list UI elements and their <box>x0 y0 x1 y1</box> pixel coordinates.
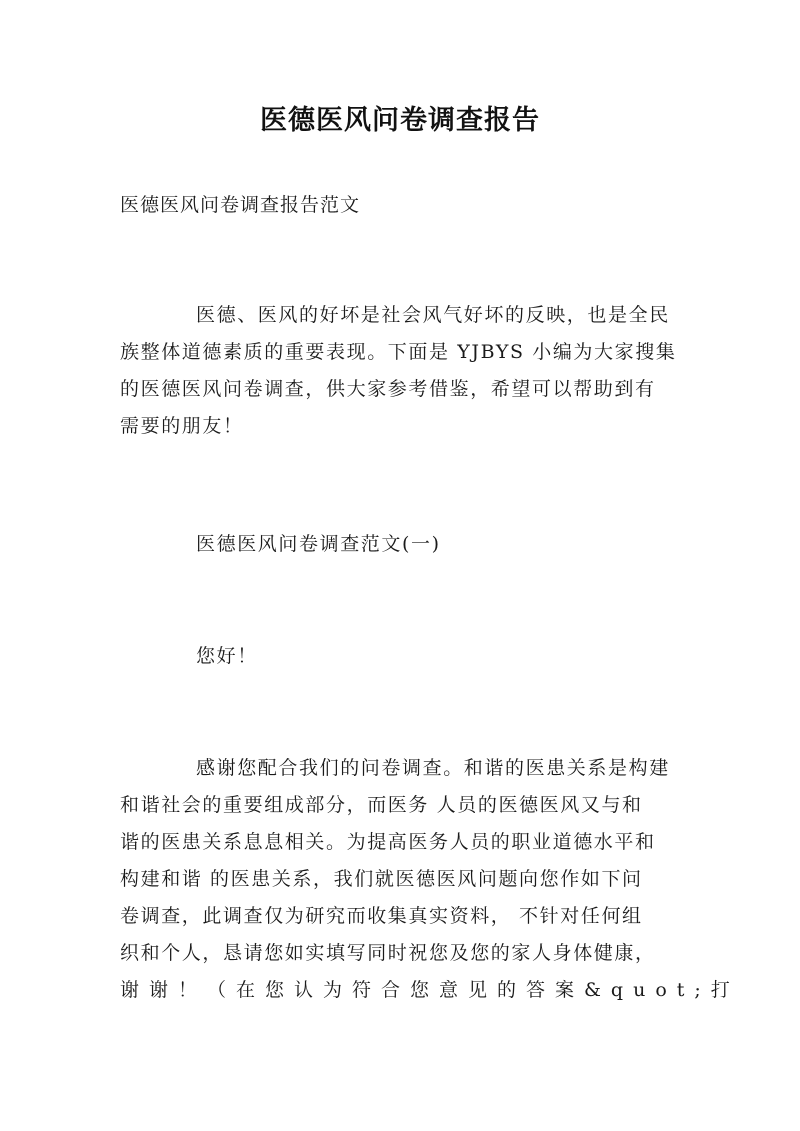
body-paragraph <box>120 750 740 1009</box>
document-subtitle: 医德医风问卷调查报告范文 <box>120 194 361 216</box>
intro-line: 医德、医风的好坏是社会风气好坏的反映，也是全民 <box>196 304 670 326</box>
body-line: 谐的医患关系息息相关。为提高医务人员的职业道德水平和 <box>120 831 656 853</box>
intro-line: 的医德医风问卷调查，供大家参考借鉴，希望可以帮助到有 <box>120 378 656 400</box>
section-heading-text: 医德医风问卷调查范文(一) <box>196 533 441 555</box>
section-heading <box>120 526 685 563</box>
body-line: 谢谢！（在您认为符合您意见的答案&quot;打 <box>120 979 740 1001</box>
intro-line: 族整体道德素质的重要表现。下面是 YJBYS 小编为大家搜集 <box>120 341 677 363</box>
intro-paragraph <box>120 297 685 445</box>
body-line: 构建和谐 的医患关系，我们就医德医风问题向您作如下问 <box>120 868 643 890</box>
body-line: 织和个人，恳请您如实填写同时祝您及您的家人身体健康， <box>120 942 656 964</box>
body-line: 卷调查，此调查仅为研究而收集真实资料， 不针对任何组 <box>120 905 643 927</box>
greeting-text: 您好！ <box>196 645 258 667</box>
body-line: 感谢您配合我们的问卷调查。和谐的医患关系是构建 <box>196 757 670 779</box>
body-line: 和谐社会的重要组成部分，而医务 人员的医德医风又与和 <box>120 794 643 816</box>
greeting <box>120 638 685 675</box>
document-title: 医德医风问卷调查报告 <box>260 105 540 136</box>
intro-line: 需要的朋友！ <box>120 415 244 437</box>
